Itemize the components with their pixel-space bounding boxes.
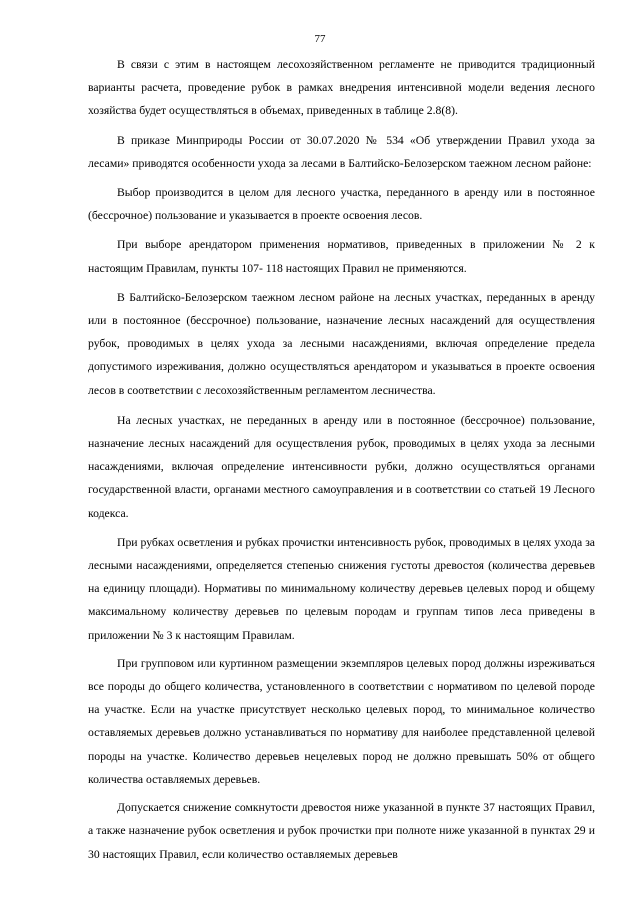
paragraph-9: Допускается снижение сомкнутости древостоя ниже указанной в пункте 37 настоящих Правил, а также назначение рубок осветления и рубок прочистки при полноте ниже указанной в пунктах 29 и 30 настоящих Правил, если количество оставляемых деревьев — [88, 801, 595, 861]
paragraph-1: В связи с этим в настоящем лесохозяйственном регламенте не приводится традиционный варианты расчета, проведение рубок в рамках внедрения интенсивной модели ведения лесного хозяйства будет осуществляться в объемах, приведенных в таблице 2.8(8). — [88, 58, 595, 118]
paragraph-8: При групповом или куртинном размещении экземпляров целевых пород должны изреживаться все породы до общего количества, установленного в соответствии с нормативом по целевой породе на участке. Если на участке присутствует несколько целевых пород, то минимальное количество оставляемых деревьев должно устанавливаться по нормативу для наиболее представленной целевой породы на участке. Количество деревьев нецелевых пород не должно превышать 50% от общего количества оставляемых деревьев. — [88, 656, 595, 786]
paragraph-5: В Балтийско-Белозерском таежном лесном районе на лесных участках, переданных в аренду или в постоянное (бессрочное) пользование, назначение лесных насаждений для осуществления рубок, проводимых в целях ухода за лесными насаждениями, включая определение предела допустимого изреживания, должно осуществляться арендатором и указываться в проекте освоения лесов в соответствии с лесохозяйственным регламентом лесничества. — [88, 290, 595, 397]
paragraph-2: В приказе Минприроды России от 30.07.2020 № 534 «Об утверждении Правил ухода за лесами» приводятся особенности ухода за лесами в Балтийско-Белозерском таежном лесном районе: — [88, 133, 595, 170]
document-body — [88, 53, 595, 866]
paragraph-6: На лесных участках, не переданных в аренду или в постоянное (бессрочное) пользование, назначение лесных насаждений для осуществления рубок, проводимых в целях ухода за лесными насаждениями, включая определение интенсивности рубки, должно осуществляться органами государственной власти, органами местного самоуправления и в соответствии со статьей 19 Лесного кодекса. — [88, 413, 595, 520]
paragraph-3: Выбор производится в целом для лесного участка, переданного в аренду или в постоянное (бессрочное) пользование и указывается в проекте освоения лесов. — [88, 186, 595, 223]
page-number: 77 — [314, 33, 326, 45]
paragraph-7: При рубках осветления и рубках прочистки интенсивность рубок, проводимых в целях ухода за лесными насаждениями, определяется степенью снижения густоты древостоя (количества деревьев на единицу площади). Нормативы по минимальному количеству деревьев целевых пород и общему максимальному количеству деревьев по целевым породам и группам типов леса приведены в приложении № 3 к настоящим Правилам. — [88, 535, 595, 642]
paragraph-4: При выборе арендатором применения нормативов, приведенных в приложении № 2 к настоящим Правилам, пункты 107- 118 настоящих Правил не применяются. — [88, 238, 595, 275]
